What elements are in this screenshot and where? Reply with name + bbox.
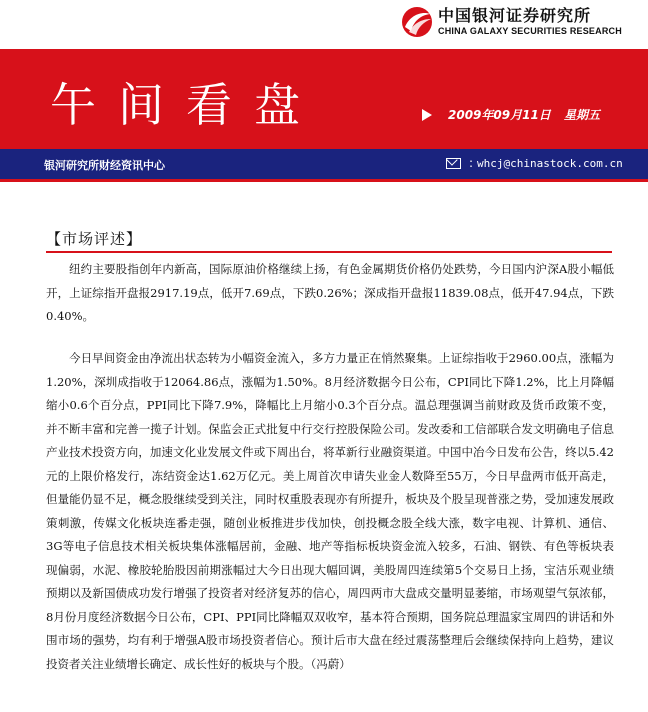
email-separator: : <box>469 156 474 170</box>
header-bar <box>0 0 648 44</box>
title-banner <box>0 49 648 149</box>
section-divider <box>46 251 612 253</box>
info-strip <box>0 149 648 182</box>
report-date: 2009年09月11日 <box>448 108 551 122</box>
section-heading: 【市场评述】 <box>46 230 143 248</box>
org-name-cn: 中国银河证券研究所 <box>438 6 592 25</box>
report-title: 午间看盘 <box>50 78 322 132</box>
envelope-icon <box>446 158 461 169</box>
play-arrow-icon <box>422 109 432 121</box>
email-address[interactable]: whcj@chinastock.com.cn <box>477 156 623 170</box>
org-name-en: CHINA GALAXY SECURITIES RESEARCH <box>438 26 622 36</box>
org-logo <box>400 5 622 39</box>
contact-email <box>446 156 623 170</box>
paragraph-opening: 纽约主要股指创年内新高，国际原油价格继续上扬，有色金属期货价格仍处跌势，今日国内沪深A股小幅低开，上证综指开盘报2917.19点，低开7.69点，下跌0.26%；深成指开盘报11839.08点，低开47.94点，下跌0.40%。 <box>46 262 614 323</box>
research-center-label: 银河研究所财经资讯中心 <box>44 159 165 172</box>
report-weekday: 星期五 <box>564 108 601 122</box>
paragraph-midday: 今日早间资金由净流出状态转为小幅资金流入，多方力量正在悄然聚集。上证综指收于2960.00点，涨幅为1.20%，深圳成指收于12064.86点，涨幅为1.50%。8月经济数据今日公布，CPI同比下降1.2%，比上月降幅缩小0.6个百分点，PPI同比下降7.9%，降幅比上月缩小0.3个百分点。温总理强调当前财政及货币政策不变，并不断丰富和完善一揽子计划。保监会正式批复中行交行控股保险公司。发改委和工信部联合发文明确电子信息产业技术投资方向，加速文化业发展文件或下周出台，将革新行业融资渠道。中国中冶今日发布公告，终以5.42元的上限价格发行，冻结资金达1.62万亿元。美上周首次申请失业金人数降至55万，今日早盘两市低开高走，但量能仍显不足，概念股继续受到关注，同时权重股表现亦有所提升，板块及个股呈现普涨之势，受加速发展政策刺激，传媒文化板块连番走强，随创业板推进步伐加快，创投概念股全线大涨，数字电视、计算机、通信、3G等电子信息技术相关板块集体涨幅居前，金融、地产等指标板块资金流入较多，石油、钢铁、有色等板块表现偏弱，水泥、橡胶轮胎股因前期涨幅过大今日出现大幅回调，美股周四连续第5个交易日上扬，宝洁乐观业绩预期以及新国债成功发行增强了投资者对经济复苏的信心，周四两市大盘成交量明显萎缩，市场观望气氛浓郁，8月份月度经济数据今日公布，CPI、PPI同比降幅双双收窄，基本符合预期，国务院总理温家宝周四的讲话和外围市场的强势，均有利于增强A股市场投资者信心。预计后市大盘在经过震荡整理后会继续保持向上趋势，建议投资者关注业绩增长确定、成长性好的板块与个股。（冯蔚） <box>46 351 614 671</box>
galaxy-swoosh-logo-icon <box>400 5 434 39</box>
